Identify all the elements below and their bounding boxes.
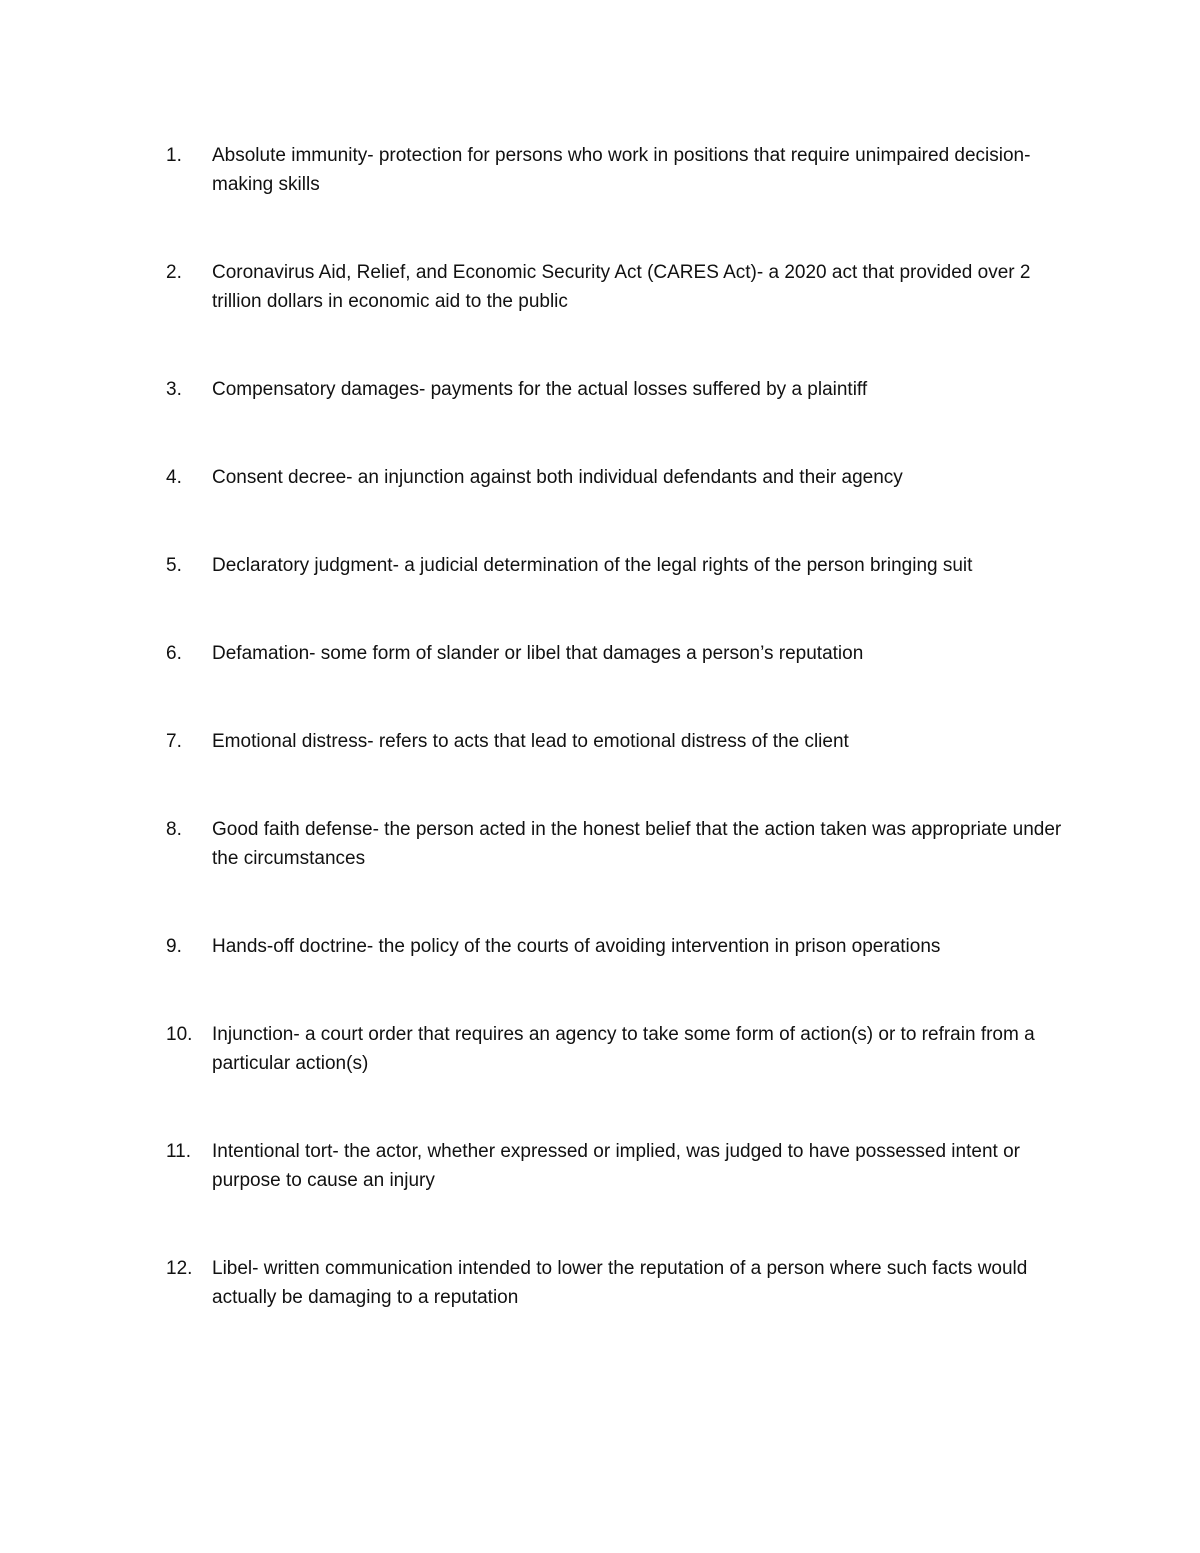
list-item-text: Coronavirus Aid, Relief, and Economic Security Act (CARES Act)- a 2020 act that provided over 2 trillion dollars in economic aid to the public: [212, 262, 1031, 312]
list-item-text: Emotional distress- refers to acts that lead to emotional distress of the client: [212, 731, 849, 752]
list-item-number: 10.: [166, 1024, 193, 1045]
list-item-number: 5.: [166, 555, 182, 576]
list-item-number: 4.: [166, 467, 182, 488]
list-item-number: 3.: [166, 379, 182, 400]
list-item-text: Injunction- a court order that requires an agency to take some form of action(s) or to refrain from a particular action(s): [212, 1024, 1035, 1074]
list-item: [166, 727, 1066, 756]
list-item-text: Hands-off doctrine- the policy of the courts of avoiding intervention in prison operations: [212, 936, 941, 957]
list-item-text: Good faith defense- the person acted in the honest belief that the action taken was appropriate under the circumstances: [212, 819, 1062, 869]
definitions-list: [166, 141, 1066, 1312]
list-item-number: 9.: [166, 936, 182, 957]
list-item: [166, 815, 1066, 873]
list-item-text: Compensatory damages- payments for the actual losses suffered by a plaintiff: [212, 379, 868, 400]
list-item: [166, 551, 1066, 580]
list-item-number: 12.: [166, 1258, 193, 1279]
list-item-text: Defamation- some form of slander or libel that damages a person’s reputation: [212, 643, 864, 664]
list-item-text: Consent decree- an injunction against both individual defendants and their agency: [212, 467, 903, 488]
list-item: [166, 1020, 1066, 1078]
list-item-text: Absolute immunity- protection for persons who work in positions that require unimpaired decision-making skills: [212, 145, 1031, 195]
list-item-number: 11.: [166, 1141, 192, 1162]
list-item: [166, 639, 1066, 668]
list-item: [166, 141, 1066, 199]
list-item-text: Libel- written communication intended to lower the reputation of a person where such facts would actually be damaging to a reputation: [212, 1258, 1028, 1308]
list-item-number: 8.: [166, 819, 182, 840]
list-item: [166, 1254, 1066, 1312]
list-item-text: Declaratory judgment- a judicial determination of the legal rights of the person bringing suit: [212, 555, 973, 576]
list-item-number: 1.: [166, 145, 182, 166]
list-item: [166, 463, 1066, 492]
list-item: [166, 258, 1066, 316]
list-item-text: Intentional tort- the actor, whether expressed or implied, was judged to have possessed intent or purpose to cause an injury: [212, 1141, 1020, 1191]
list-item-number: 7.: [166, 731, 182, 752]
list-item: [166, 375, 1066, 404]
list-item-number: 2.: [166, 262, 182, 283]
list-item: [166, 1137, 1066, 1195]
list-item-number: 6.: [166, 643, 182, 664]
list-item: [166, 932, 1066, 961]
